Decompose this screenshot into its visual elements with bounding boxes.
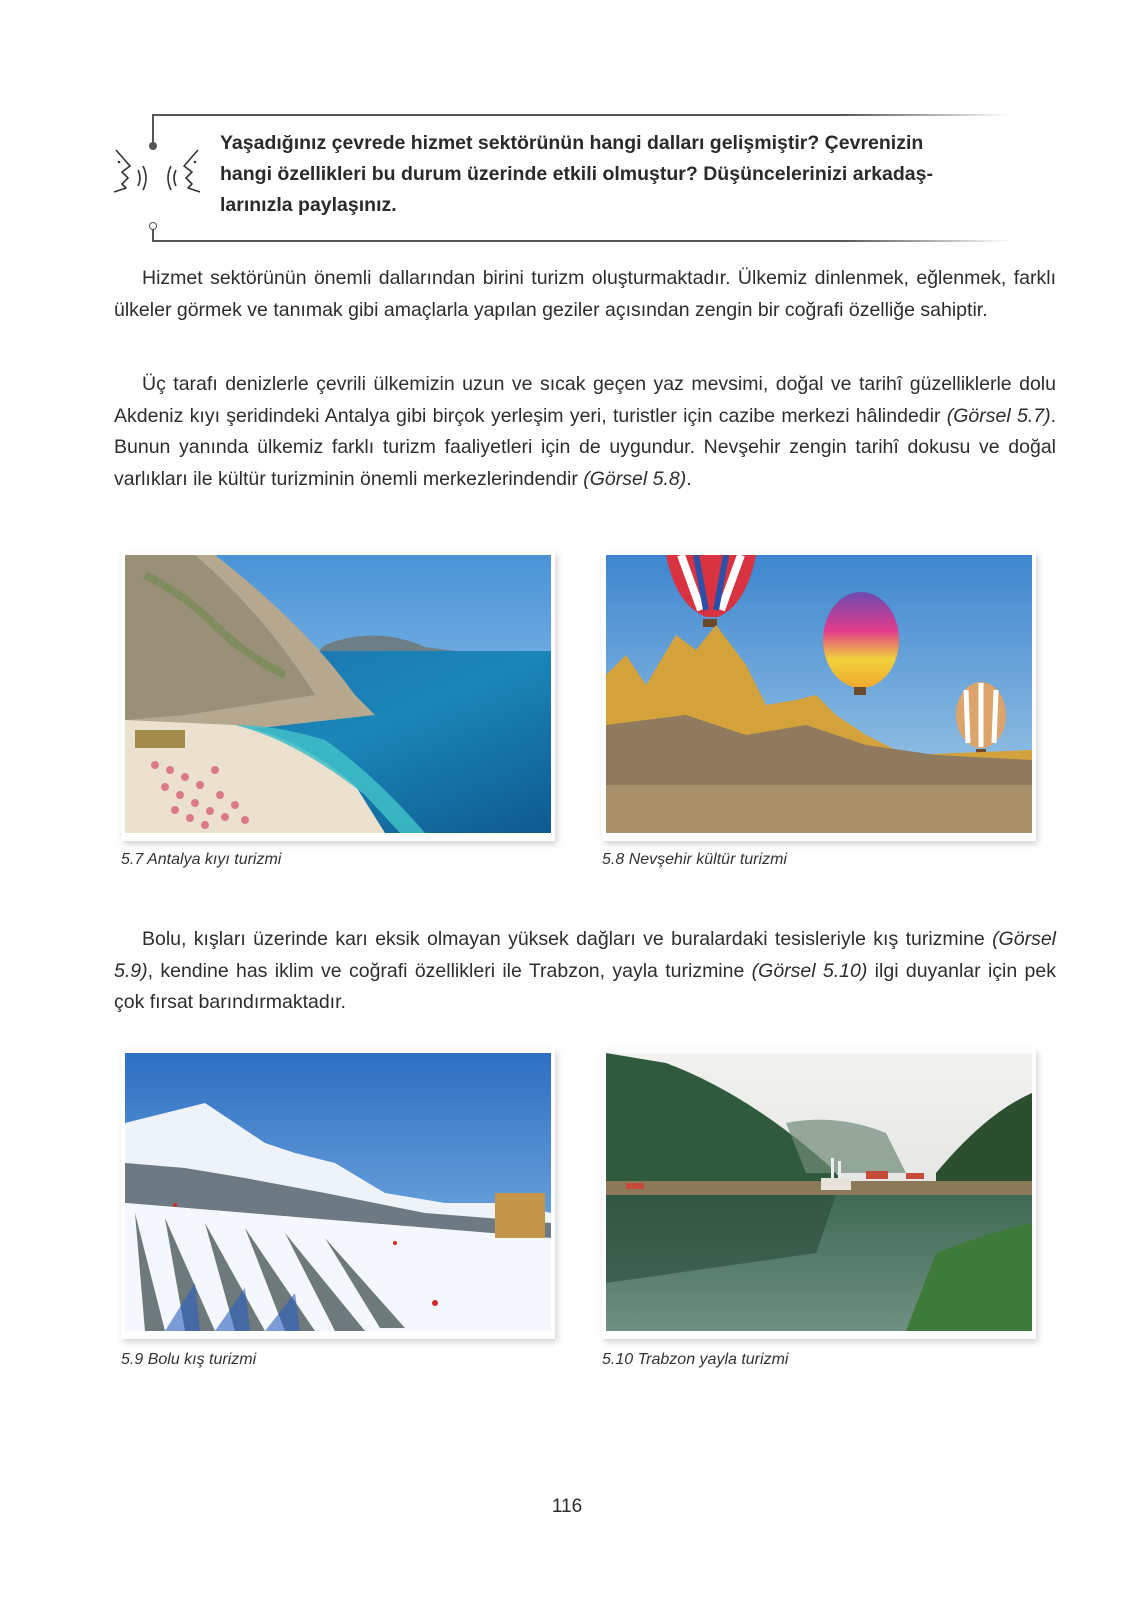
box-top-rule [152,114,1012,116]
figure-bolu [121,1049,555,1339]
question-line: larınızla paylaşınız. [220,194,397,216]
paragraph-text: Üç tarafı denizlerle çevrili ülkemizin uzun ve sıcak geçen yaz mevsimi, doğal ve tarihî güzelliklerle dolu Akdeniz kıyı şeridindeki Antalya gibi birçok yerleşim yeri, turistler için cazibe merkezi hâlindedir [114,373,1056,427]
paragraph-antalya-nevsehir [114,369,1056,495]
paragraph-bolu-trabzon [114,924,1056,1019]
page-number: 116 [551,1496,583,1517]
figure-nevsehir [602,551,1036,841]
discussion-question [220,128,1020,221]
figure-reference: (Görsel 5.10) [751,959,868,982]
paragraph-text: . Bunun yanında ülkemiz farklı turizm faaliyetleri için de uygundur. Nevşehir zengin tarihî dokusu ve doğal varlıkları ile kültür turizminin önemli merkezlerindendir [114,404,1057,490]
paragraph-tourism-intro [114,263,1056,326]
trabzon-lake-photo [606,1053,1032,1331]
figure-caption: 5.9 Bolu kış turizmi [121,1351,257,1368]
figure-reference: (Görsel 5.9) [114,928,1056,982]
paragraph-text: Hizmet sektörünün önemli dallarından birini turizm oluşturmaktadır. Ülkemiz dinlenmek, eğlenmek, farklı ülkeler görmek ve tanımak gibi amaçlarla yapılan geziler açısından zengin bir coğrafi özelliğe sahiptir. [114,267,1056,321]
paragraph-text: ilgi duyanlar için pek çok fırsat barındırmaktadır. [114,959,1056,1013]
figure-caption: 5.7 Antalya kıyı turizmi [121,851,282,868]
paragraph-text: . [686,467,692,490]
question-line: hangi özellikleri bu durum üzerinde etkili olmuştur? Düşüncelerinizi arkadaş- [220,163,933,185]
figure-reference: (Görsel 5.7) [946,404,1051,427]
box-ring [149,222,157,230]
paragraph-text: , kendine has iklim ve coğrafi özellikleri ile Trabzon, yayla turizmine [147,959,752,982]
box-left-connector [152,114,154,144]
antalya-beach-photo [125,555,551,833]
figure-antalya [121,551,555,841]
box-bottom-rule [152,240,1012,242]
figure-reference: (Görsel 5.8) [583,467,687,490]
figure-trabzon [602,1049,1036,1339]
paragraph-text: Bolu, kışları üzerinde karı eksik olmayan yüksek dağları ve buralardaki tesisleriyle kış turizmine [142,928,993,950]
bolu-ski-photo [125,1053,551,1331]
nevsehir-balloons-photo [606,555,1032,833]
question-line: Yaşadığınız çevrede hizmet sektörünün hangi dalları gelişmiştir? Çevrenizin [220,132,924,154]
figure-caption: 5.8 Nevşehir kültür turizmi [602,851,787,868]
speaking-heads-icon [112,148,202,208]
figure-caption: 5.10 Trabzon yayla turizmi [602,1351,789,1368]
